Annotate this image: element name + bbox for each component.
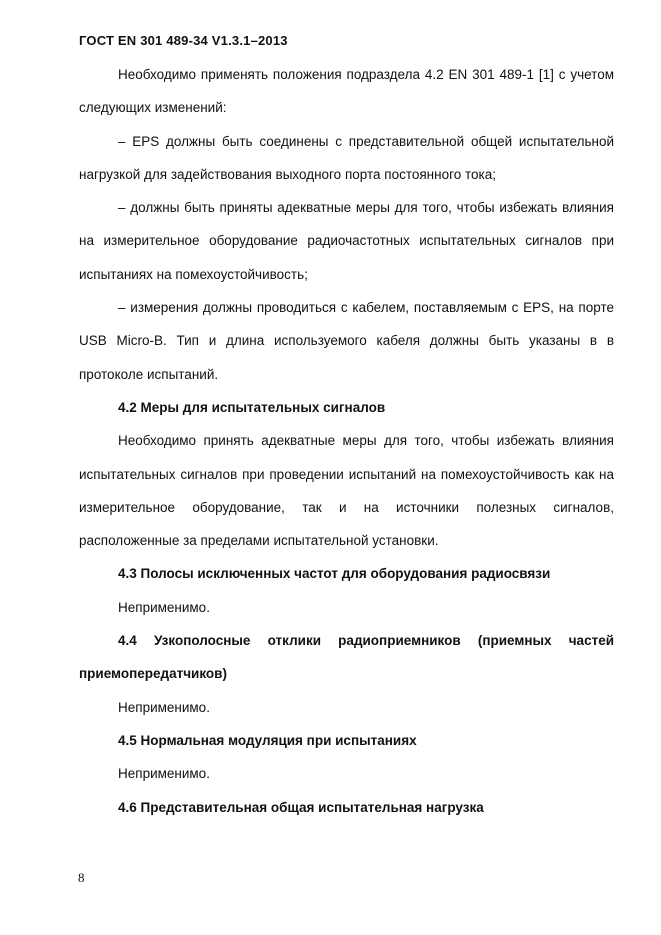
paragraph-not-applicable-4-3: Неприменимо. (118, 599, 210, 615)
paragraph-not-applicable-4-4: Неприменимо. (118, 699, 210, 715)
document-header: ГОСТ EN 301 489-34 V1.3.1–2013 (79, 33, 288, 48)
list-item-eps-load: – EPS должны быть соединены с представительной общей испытательной нагрузкой для задействования выходного порта постоянного тока; (79, 133, 614, 182)
list-item-cable: – измерения должны проводиться с кабелем, поставляемым с EPS, на порте USB Micro-B. Тип и длина используемого кабеля должны быть указаны в в протоколе испытаний. (79, 300, 614, 382)
paragraph-test-signals: Необходимо принять адекватные меры для того, чтобы избежать влияния испытательных сигналов при проведении испытаний на помехоустойчивость как на измерительное оборудование, так и на источники полезных сигналов, расположенные за пределами испытательной установки. (79, 433, 614, 549)
paragraph-not-applicable-4-5: Неприменимо. (118, 766, 210, 782)
section-heading-4-3: 4.3 Полосы исключенных частот для оборудования радиосвязи (118, 566, 551, 582)
section-heading-4-6: 4.6 Представительная общая испытательная нагрузка (118, 799, 484, 815)
page-number: 8 (78, 870, 85, 885)
section-heading-4-2: 4.2 Меры для испытательных сигналов (118, 399, 386, 415)
section-heading-4-5: 4.5 Нормальная модуляция при испытаниях (118, 732, 417, 748)
list-item-rf-measures: – должны быть приняты адекватные меры для того, чтобы избежать влияния на измерительное оборудование радиочастотных испытательных сигналов при испытаниях на помехоустойчивость; (79, 200, 614, 282)
document-body (79, 58, 614, 824)
section-heading-4-4: 4.4 Узкополосные отклики радиоприемников (приемных частей приемопередатчиков) (79, 633, 614, 682)
paragraph-intro: Необходимо применять положения подраздела 4.2 EN 301 489-1 [1] с учетом следующих изменений: (79, 67, 614, 116)
